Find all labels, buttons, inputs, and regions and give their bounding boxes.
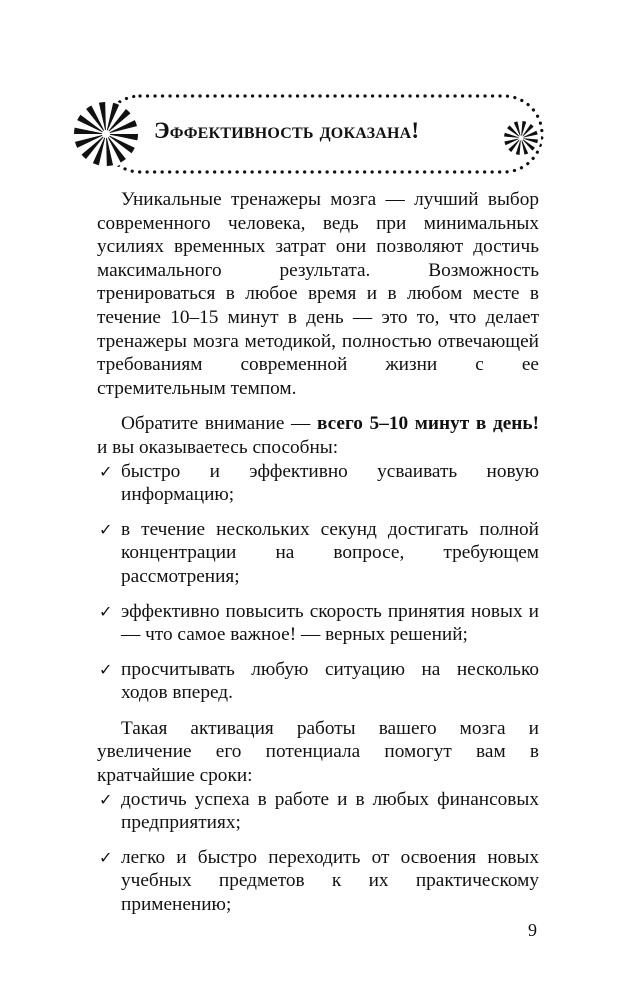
paragraph-attention: Обратите внимание — всего 5–10 минут в день! и вы оказываетесь способны: (97, 413, 539, 458)
list-item-text: просчитывать любую ситуацию на несколько ходов вперед. (121, 658, 539, 704)
checkmark-icon: ✓ (99, 519, 113, 539)
checkmark-icon: ✓ (99, 789, 113, 809)
results-list (97, 788, 539, 917)
list-item-text: в течение нескольких секунд достигать полной концентрации на вопросе, требующем рассмотрения; (121, 518, 539, 587)
section-title: Эффективность доказана! (154, 118, 420, 143)
section-banner (72, 88, 546, 180)
list-item (97, 658, 539, 705)
page-number: 9 (528, 920, 537, 940)
starburst-icon (501, 118, 541, 158)
list-item (97, 788, 539, 835)
checkmark-icon: ✓ (99, 461, 113, 481)
checkmark-icon: ✓ (99, 601, 113, 621)
starburst-icon (72, 100, 140, 168)
list-item (97, 846, 539, 917)
checkmark-icon: ✓ (99, 659, 113, 679)
list-item (97, 518, 539, 589)
paragraph-intro: Уникальные тренажеры мозга — лучший выбор современного человека, ведь при минимальных усилиях временных затрат они позволяют достичь максимального результата. Возможность тренироваться в любое время и в любом месте в течение 10–15 минут в день — это то, что делает тренажеры мозга методикой, полностью отвечающей требованиям современной жизни с ее стремительным темпом. (97, 189, 539, 399)
highlight-text: всего 5–10 минут в день! (316, 413, 539, 435)
benefits-list (97, 460, 539, 705)
paragraph-activation: Такая активация работы вашего мозга и увеличение его потенциала помогут вам в кратчайшие сроки: (97, 717, 539, 787)
list-item-text: достичь успеха в работе и в любых финансовых предприятиях; (121, 788, 539, 834)
checkmark-icon: ✓ (99, 847, 113, 867)
list-item-text: эффективно повысить скорость принятия новых и — что самое важное! — верных решений; (121, 600, 539, 646)
list-item (97, 460, 539, 507)
list-item-text: быстро и эффективно усваивать новую информацию; (121, 460, 539, 506)
list-item-text: легко и быстро переходить от освоения новых учебных предметов к их практическому применению; (121, 846, 539, 916)
body-text (97, 188, 539, 929)
list-item (97, 600, 539, 647)
